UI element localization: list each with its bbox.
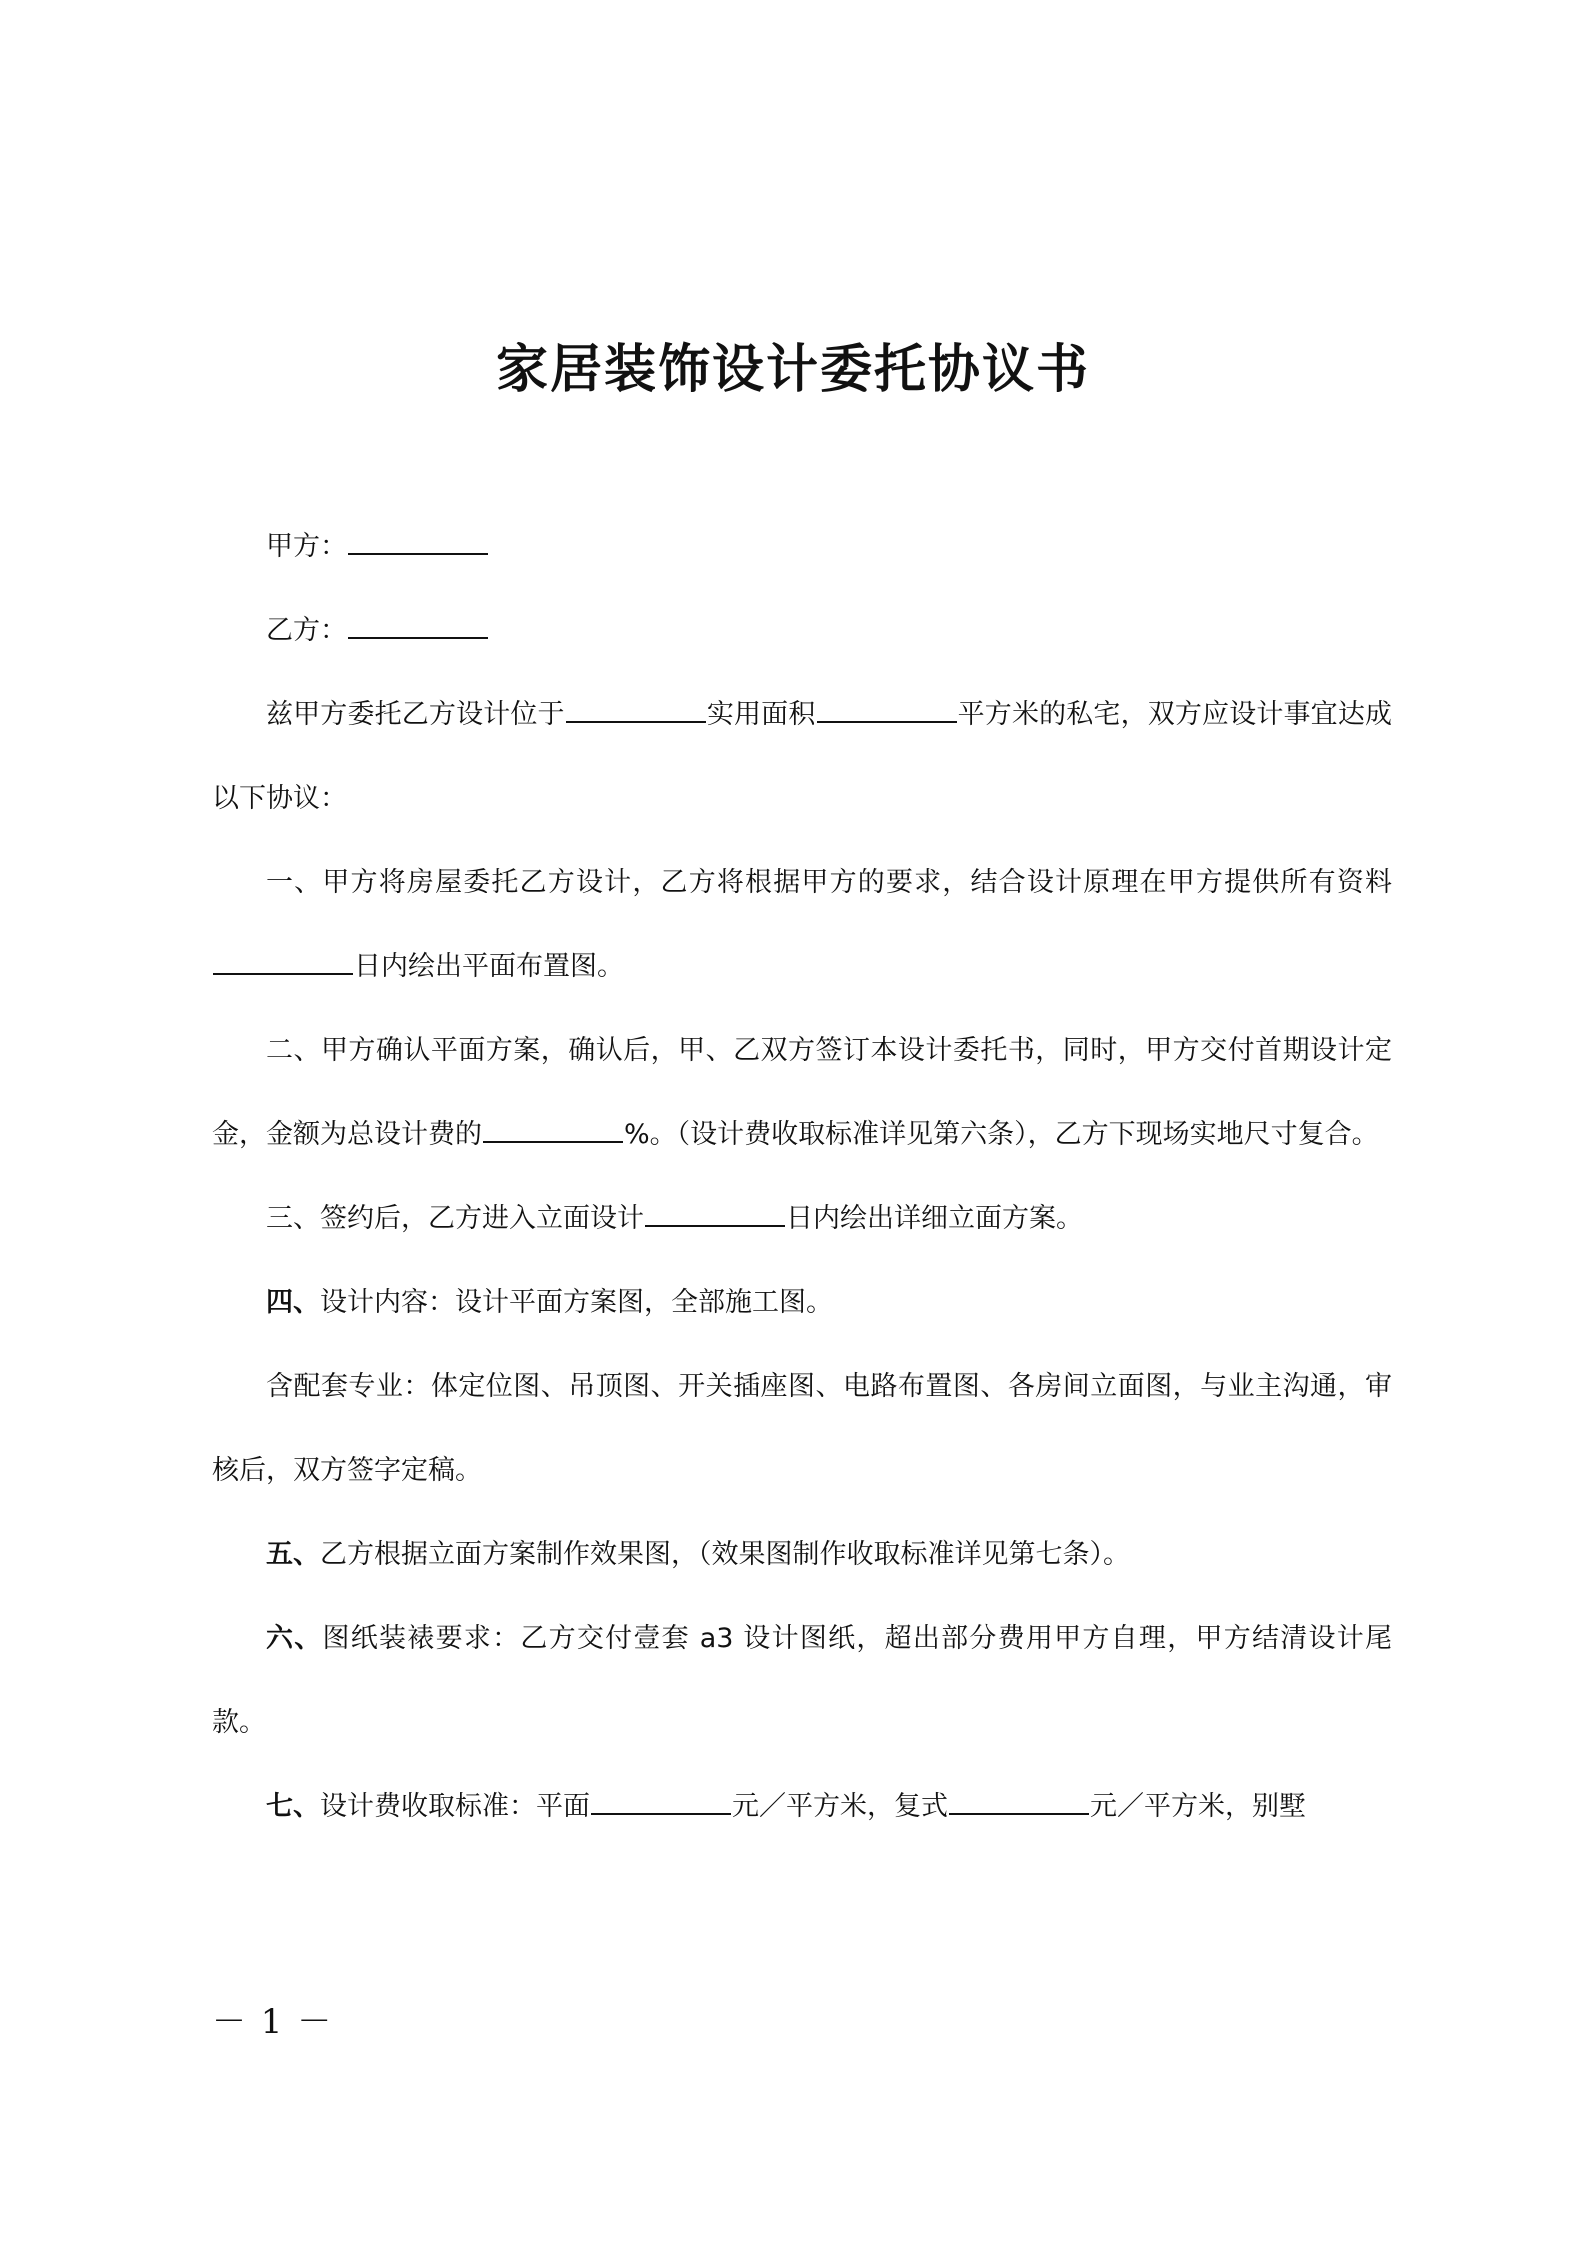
fill-in-blank	[213, 943, 353, 975]
fill-in-blank	[591, 1783, 731, 1815]
clause-number: 四、	[266, 1287, 320, 1318]
paragraph	[212, 1597, 1392, 1765]
paragraph-text: 乙方：	[266, 615, 347, 646]
paragraph	[212, 505, 1392, 589]
paragraph-text: 实用面积	[706, 699, 816, 730]
fill-in-blank	[566, 691, 706, 723]
page-number: － 1 －	[212, 2002, 334, 2042]
fill-in-blank	[817, 691, 957, 723]
paragraph	[212, 673, 1392, 841]
fill-in-blank	[483, 1111, 623, 1143]
paragraph	[212, 1009, 1392, 1177]
paragraph	[212, 1261, 1392, 1345]
clause-number: 七、	[266, 1791, 320, 1822]
fill-in-blank	[645, 1195, 785, 1227]
paragraph-text: 平方米的私宅，双方应设计事宜达成以下协议：	[212, 699, 1392, 814]
fill-in-blank	[348, 607, 488, 639]
paragraph-text: 图纸装裱要求：乙方交付壹套 a3 设计图纸，超出部分费用甲方自理，甲方结清设计尾款。	[212, 1623, 1393, 1738]
paragraph-text: 含配套专业：体定位图、吊顶图、开关插座图、电路布置图、各房间立面图，与业主沟通，审核后，双方签字定稿。	[212, 1371, 1392, 1486]
paragraph-text: 兹甲方委托乙方设计位于	[266, 699, 565, 730]
paragraph	[212, 589, 1392, 673]
clause-number: 五、	[266, 1539, 320, 1570]
clause-number: 六、	[266, 1623, 323, 1654]
paragraph	[212, 1513, 1392, 1597]
paragraph	[212, 841, 1392, 1009]
paragraph	[212, 1765, 1392, 1849]
document-title: 家居装饰设计委托协议书	[495, 340, 1090, 400]
paragraph-text: 日内绘出详细立面方案。	[786, 1203, 1083, 1234]
paragraph-text: 日内绘出平面布置图。	[354, 951, 624, 982]
paragraph-text: 乙方根据立面方案制作效果图，（效果图制作收取标准详见第七条）。	[320, 1539, 1130, 1570]
paragraph-text: 三、签约后，乙方进入立面设计	[266, 1203, 644, 1234]
paragraph-text: 设计内容：设计平面方案图，全部施工图。	[320, 1287, 833, 1318]
paragraph-text: %。（设计费收取标准详见第六条），乙方下现场实地尺寸复合。	[624, 1119, 1379, 1150]
paragraph	[212, 1345, 1392, 1513]
fill-in-blank	[348, 523, 488, 555]
document-body	[212, 505, 1392, 1849]
paragraph-text: 元／平方米，复式	[732, 1791, 948, 1822]
paragraph-text: 二、甲方确认平面方案，确认后，甲、乙双方签订本设计委托书，同时，甲方交付首期设计定金，金额为总设计费的	[212, 1035, 1392, 1150]
paragraph-text: 一、甲方将房屋委托乙方设计，乙方将根据甲方的要求，结合设计原理在甲方提供所有资料	[266, 867, 1392, 898]
paragraph-text: 设计费收取标准：平面	[320, 1791, 590, 1822]
paragraph	[212, 1177, 1392, 1261]
paragraph-text: 甲方：	[266, 531, 347, 562]
fill-in-blank	[949, 1783, 1089, 1815]
paragraph-text: 元／平方米，别墅	[1090, 1791, 1306, 1822]
